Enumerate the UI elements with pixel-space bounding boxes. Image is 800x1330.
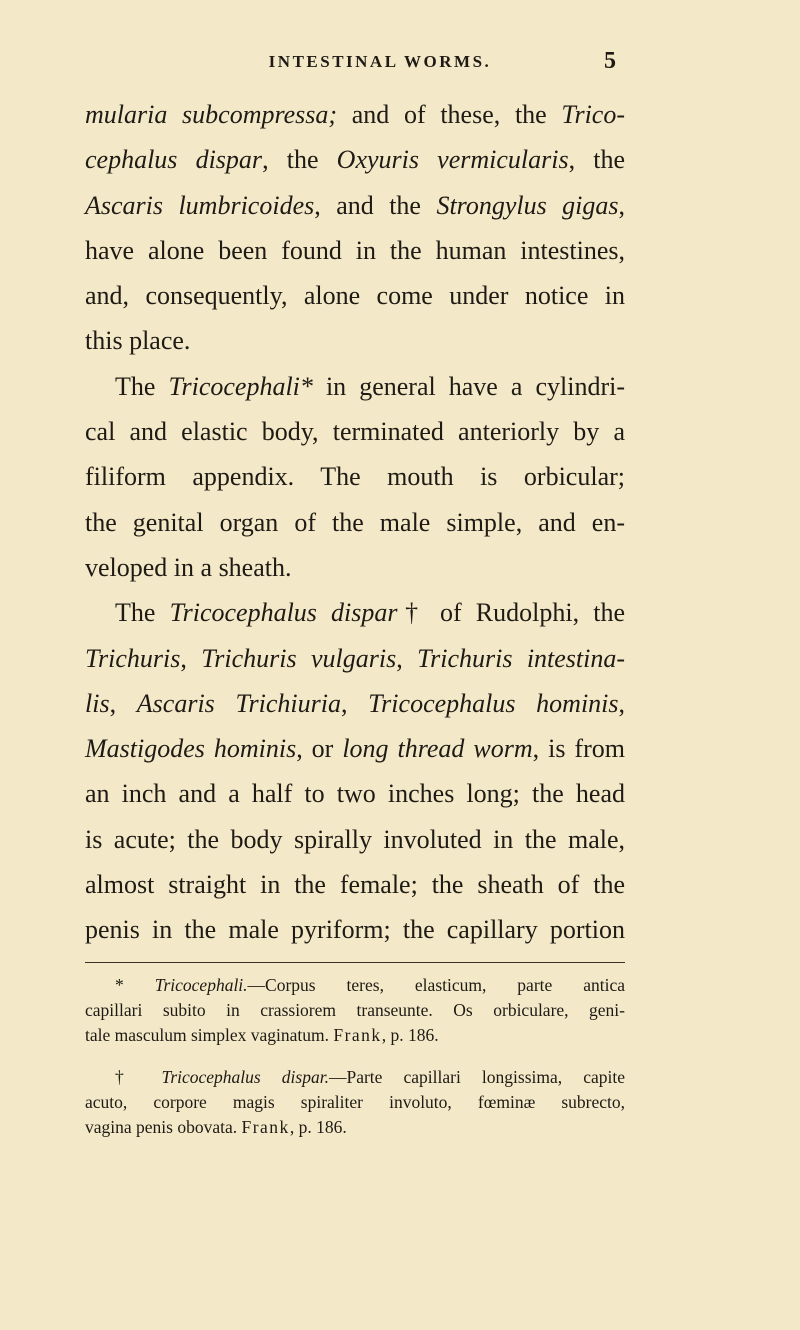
- text-run: , the: [262, 145, 337, 175]
- running-title: INTESTINAL WORMS.: [268, 52, 492, 71]
- text-run: ,: [396, 643, 418, 673]
- text-run: in general have a cylindri-: [312, 371, 626, 401]
- text-run: ,: [618, 190, 626, 220]
- text-line: and, consequently, alone come under notice in: [85, 281, 625, 311]
- species-name: Tricocephalus hominis: [368, 688, 619, 718]
- text-line: penis in the male pyriform; the capillary portion: [85, 915, 625, 945]
- text-run: vagina penis obovata.: [85, 1117, 242, 1137]
- species-name: Ascaris lumbricoides: [85, 190, 315, 220]
- text-line: the genital organ of the male simple, and en-: [85, 507, 625, 537]
- text-run: , or: [296, 734, 343, 764]
- footnote-term: Tricocephali.: [154, 975, 248, 995]
- text-run: The: [115, 371, 169, 401]
- footnote-term: Tricocephalus dispar.: [161, 1067, 329, 1087]
- species-name: lis: [85, 688, 110, 718]
- author-name: Frank: [241, 1117, 290, 1137]
- text-run: ,: [340, 688, 369, 718]
- text-line: [85, 726, 625, 771]
- text-run: —Corpus teres, elasticum, parte antica: [247, 975, 626, 995]
- species-name: Trichuris: [85, 643, 181, 673]
- text-line: [85, 183, 625, 228]
- species-name: Trichuris vulgaris: [201, 643, 397, 673]
- text-line: [85, 137, 625, 182]
- text-run: , the: [568, 145, 626, 175]
- footnote-line: [85, 973, 625, 998]
- text-run: , and the: [314, 190, 437, 220]
- species-name: Tricocephali*: [168, 371, 313, 401]
- text-line: this place.: [85, 326, 191, 356]
- text-line: filiform appendix. The mouth is orbicular;: [85, 462, 625, 492]
- species-name: Oxyuris vermicularis: [336, 145, 569, 175]
- author-name: Frank: [333, 1025, 382, 1045]
- footnote-gap: [85, 1048, 625, 1065]
- species-name: mularia subcompressa;: [85, 100, 338, 129]
- text-run: The: [115, 598, 170, 628]
- species-name: Mastigodes hominis: [85, 734, 297, 764]
- footnote-rule: [85, 962, 625, 963]
- page-number: 5: [604, 48, 616, 74]
- species-name: Tricocephalus dispar: [169, 598, 398, 628]
- text-line: [85, 92, 625, 137]
- text-line: an inch and a half to two inches long; the head: [85, 779, 625, 809]
- text-run: ,: [618, 688, 626, 718]
- text-run: and of these, the: [337, 100, 562, 129]
- footnote-mark: †: [115, 1067, 162, 1087]
- text-line: [85, 636, 625, 681]
- text-run: † of Rudolphi, the: [397, 598, 626, 628]
- footnotes: [85, 973, 625, 1140]
- text-line: [85, 681, 625, 726]
- species-name: cephalus dispar: [85, 145, 263, 175]
- footnote-line: [85, 1115, 625, 1140]
- text-run: , p. 186.: [381, 1025, 439, 1045]
- footnote-line: acuto, corpore magis spiraliter involuto, fœminæ subrecto,: [85, 1092, 625, 1112]
- footnote-line: [85, 1065, 625, 1090]
- text-line: almost straight in the female; the sheath of the: [85, 870, 625, 900]
- text-line: is acute; the body spirally involuted in the male,: [85, 824, 625, 854]
- footnote-mark: *: [115, 975, 155, 995]
- text-run: ,: [180, 643, 202, 673]
- species-name: Strongylus gigas: [436, 190, 619, 220]
- text-run: tale masculum simplex vaginatum.: [85, 1025, 334, 1045]
- running-head: [0, 48, 800, 78]
- text-run: , is from: [532, 734, 625, 764]
- species-name: Trichuris intestina-: [417, 643, 626, 673]
- species-name: Trico-: [561, 100, 625, 129]
- footnote-line: capillari subito in crassiorem transeunte. Os orbiculare, geni-: [85, 1000, 625, 1020]
- footnote-line: [85, 1023, 625, 1048]
- text-line: cal and elastic body, terminated anteriorly by a: [85, 417, 625, 447]
- main-text: [85, 92, 625, 953]
- text-line: [85, 364, 625, 409]
- text-line: veloped in a sheath.: [85, 552, 292, 582]
- text-run: , p. 186.: [289, 1117, 347, 1137]
- common-name: long thread worm: [342, 734, 533, 764]
- species-name: Ascaris Trichiuria: [136, 688, 341, 718]
- text-line: [85, 590, 625, 635]
- text-line: have alone been found in the human intestines,: [85, 235, 625, 265]
- text-run: —Parte capillari longissima, capite: [328, 1067, 625, 1087]
- text-run: ,: [109, 688, 137, 718]
